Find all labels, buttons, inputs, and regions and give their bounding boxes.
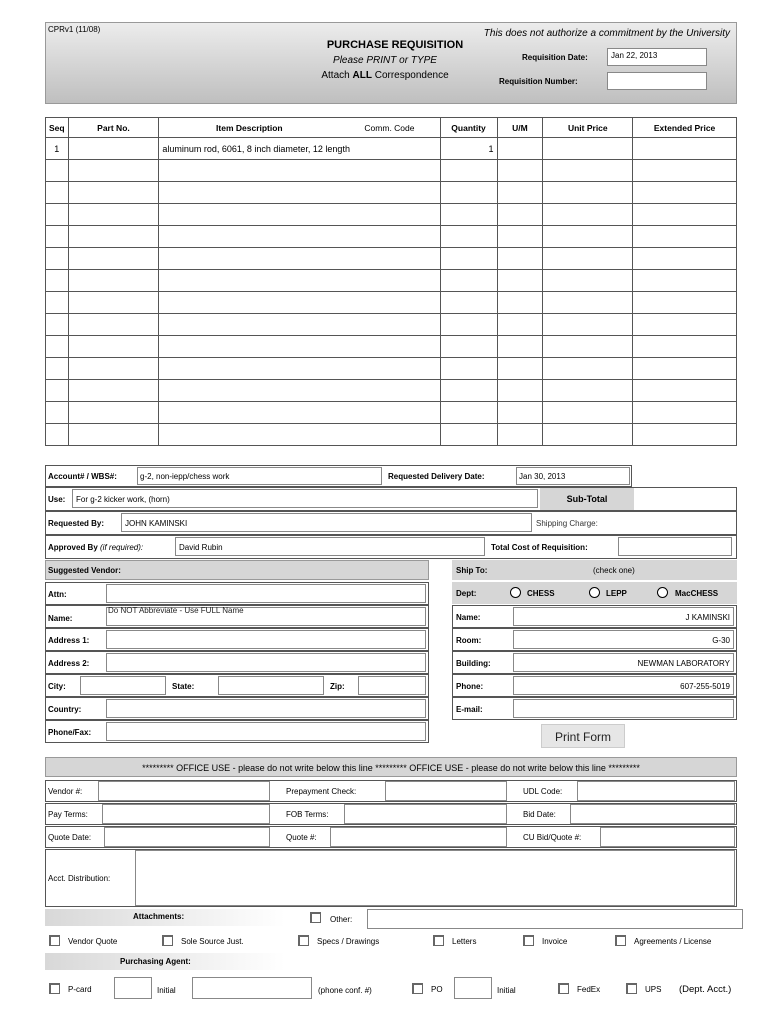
attach-note: Attach ALL Correspondence xyxy=(321,70,449,81)
vendor-zip-label: Zip: xyxy=(330,682,345,691)
vendor-phonefax-label: Phone/Fax: xyxy=(48,728,92,737)
quantity-cell[interactable] xyxy=(440,160,497,182)
description-cell[interactable] xyxy=(159,248,440,270)
other-label: Other: xyxy=(330,915,353,924)
unit-price-cell[interactable] xyxy=(543,424,633,446)
vendor-address1-field[interactable] xyxy=(106,630,426,649)
part-cell[interactable] xyxy=(68,138,159,160)
acct-distribution-field[interactable] xyxy=(135,850,735,906)
ship-room-value: G-30 xyxy=(712,636,730,645)
cu-bid-field[interactable] xyxy=(600,827,735,847)
part-cell[interactable] xyxy=(68,160,159,182)
udl-label: UDL Code: xyxy=(523,787,563,796)
ship-email-field[interactable] xyxy=(513,699,734,718)
extended-price-cell[interactable] xyxy=(633,204,737,226)
quantity-cell[interactable] xyxy=(440,248,497,270)
fob-label: FOB Terms: xyxy=(286,810,329,819)
unit-price-cell[interactable] xyxy=(543,182,633,204)
description-cell[interactable] xyxy=(159,336,440,358)
vendor-phonefax-field[interactable] xyxy=(106,722,426,741)
ship-name-value: J KAMINSKI xyxy=(685,613,730,622)
vendor-no-field[interactable] xyxy=(98,781,270,801)
quantity-cell[interactable] xyxy=(440,182,497,204)
prepayment-label: Prepayment Check: xyxy=(286,787,357,796)
sole-source-checkbox[interactable] xyxy=(162,935,173,946)
sole-source-label: Sole Source Just. xyxy=(181,937,244,946)
delivery-field[interactable] xyxy=(516,467,630,485)
quote-date-label: Quote Date: xyxy=(48,833,92,842)
extended-price-cell[interactable] xyxy=(633,358,737,380)
extended-price-cell[interactable] xyxy=(633,160,737,182)
ship-room-label: Room: xyxy=(456,636,482,645)
agreements-label: Agreements / License xyxy=(634,937,712,946)
seq-cell[interactable] xyxy=(46,270,69,292)
part-cell[interactable] xyxy=(68,292,159,314)
ship-dept-label: Dept: xyxy=(456,589,477,598)
bid-date-label: Bid Date: xyxy=(523,810,556,819)
unit-price-cell[interactable] xyxy=(543,336,633,358)
unit-price-cell[interactable] xyxy=(543,358,633,380)
unit-price-cell[interactable] xyxy=(543,160,633,182)
form-subtitle: Please PRINT or TYPE xyxy=(333,55,437,66)
radio-macchess[interactable] xyxy=(657,587,668,598)
table-row xyxy=(46,314,737,336)
col-um: U/M xyxy=(497,118,543,138)
um-cell[interactable] xyxy=(497,248,543,270)
approved-label: Approved By (if required): xyxy=(48,543,144,552)
col-comm-code: Comm. Code xyxy=(339,118,440,138)
pcard-checkbox[interactable] xyxy=(49,983,60,994)
seq-cell[interactable] xyxy=(46,380,69,402)
req-number-label: Requisition Number: xyxy=(499,77,578,86)
seq-cell[interactable] xyxy=(46,182,69,204)
letters-label: Letters xyxy=(452,937,477,946)
quantity-cell[interactable] xyxy=(440,336,497,358)
quantity-cell[interactable] xyxy=(440,424,497,446)
cu-bid-label: CU Bid/Quote #: xyxy=(523,833,582,842)
specs-checkbox[interactable] xyxy=(298,935,309,946)
form-title: PURCHASE REQUISITION xyxy=(326,39,464,51)
quantity-cell[interactable] xyxy=(440,358,497,380)
ship-building-label: Building: xyxy=(456,659,491,668)
extended-price-cell[interactable] xyxy=(633,314,737,336)
radio-lepp[interactable] xyxy=(589,587,600,598)
col-quantity: Quantity xyxy=(440,118,497,138)
part-cell[interactable] xyxy=(68,226,159,248)
radio-macchess-label: MacCHESS xyxy=(675,589,719,598)
part-cell[interactable] xyxy=(68,424,159,446)
ship-email-label: E-mail: xyxy=(456,705,483,714)
extended-price-cell[interactable] xyxy=(633,138,737,160)
table-row xyxy=(46,226,737,248)
unit-price-cell[interactable] xyxy=(543,314,633,336)
ship-building-value: NEWMAN LABORATORY xyxy=(637,659,730,668)
um-cell[interactable] xyxy=(497,292,543,314)
vendor-no-label: Vendor #: xyxy=(48,787,83,796)
account-value: g-2, non-iepp/chess work xyxy=(140,472,230,481)
initial2-label: Initial xyxy=(497,986,516,995)
use-value: For g-2 kicker work, (horn) xyxy=(76,495,170,504)
delivery-value[interactable]: Jan 30, 2013 xyxy=(519,472,566,481)
delivery-label: Requested Delivery Date: xyxy=(388,472,485,481)
table-row xyxy=(46,182,737,204)
quantity-cell[interactable] xyxy=(440,402,497,424)
table-row xyxy=(46,424,737,446)
ship-phone-label: Phone: xyxy=(456,682,484,691)
print-form-button[interactable]: Print Form xyxy=(541,724,625,748)
description-cell[interactable] xyxy=(159,402,440,424)
table-row xyxy=(46,336,737,358)
invoice-checkbox[interactable] xyxy=(523,935,534,946)
fedex-label: FedEx xyxy=(577,985,601,994)
po-label: PO xyxy=(431,985,443,994)
udl-field[interactable] xyxy=(577,781,735,801)
quantity-cell[interactable] xyxy=(440,204,497,226)
part-cell[interactable] xyxy=(68,336,159,358)
col-extended-price: Extended Price xyxy=(633,118,737,138)
description-cell[interactable] xyxy=(159,204,440,226)
seq-cell[interactable] xyxy=(46,402,69,424)
col-item-description: Item Description xyxy=(159,118,340,138)
items-header-row xyxy=(46,118,737,138)
form-version: CPRv1 (11/08) xyxy=(48,25,101,34)
pcard-field[interactable] xyxy=(114,977,152,999)
pay-terms-label: Pay Terms: xyxy=(48,810,88,819)
unit-price-cell[interactable] xyxy=(543,380,633,402)
shipping-label: Shipping Charge: xyxy=(536,519,598,528)
letters-checkbox[interactable] xyxy=(433,935,444,946)
description-cell[interactable] xyxy=(159,160,440,182)
req-date-field[interactable]: Jan 22, 2013 xyxy=(607,48,707,66)
quote-no-label: Quote #: xyxy=(286,833,317,842)
initial1-label: Initial xyxy=(157,986,176,995)
seq-cell[interactable] xyxy=(46,292,69,314)
ship-check-note: (check one) xyxy=(593,566,635,575)
col-part-no: Part No. xyxy=(68,118,159,138)
part-cell[interactable] xyxy=(68,204,159,226)
subtotal-label: Sub-Total xyxy=(540,488,634,510)
radio-lepp-label: LEPP xyxy=(606,589,627,598)
um-cell[interactable] xyxy=(497,424,543,446)
req-date-label: Requisition Date: xyxy=(522,53,588,62)
invoice-label: Invoice xyxy=(542,937,568,946)
pcard-label: P-card xyxy=(68,985,92,994)
disclaimer: This does not authorize a commitment by the University xyxy=(483,28,730,39)
items-table xyxy=(45,117,737,446)
extended-price-cell[interactable] xyxy=(633,424,737,446)
extended-price-cell[interactable] xyxy=(633,248,737,270)
vendor-name-label: Name: xyxy=(48,614,73,623)
description-cell[interactable] xyxy=(159,314,440,336)
um-cell[interactable] xyxy=(497,226,543,248)
ship-title: Ship To: xyxy=(456,566,488,575)
table-row xyxy=(46,138,737,160)
seq-cell[interactable]: 1 xyxy=(46,138,69,160)
quote-date-field[interactable] xyxy=(104,827,270,847)
quantity-cell[interactable] xyxy=(440,314,497,336)
part-cell[interactable] xyxy=(68,248,159,270)
seq-cell[interactable] xyxy=(46,314,69,336)
part-cell[interactable] xyxy=(68,380,159,402)
vendor-country-field[interactable] xyxy=(106,699,426,718)
po-field[interactable] xyxy=(454,977,492,999)
vendor-attn-label: Attn: xyxy=(48,590,67,599)
vendor-attn-field[interactable] xyxy=(106,584,426,603)
table-row xyxy=(46,248,737,270)
table-row xyxy=(46,380,737,402)
seq-cell[interactable] xyxy=(46,248,69,270)
um-cell[interactable] xyxy=(497,314,543,336)
acct-distribution-label: Acct. Distribution: xyxy=(48,874,111,883)
table-row xyxy=(46,270,737,292)
seq-cell[interactable] xyxy=(46,358,69,380)
extended-price-cell[interactable] xyxy=(633,270,737,292)
seq-cell[interactable] xyxy=(46,226,69,248)
extended-price-cell[interactable] xyxy=(633,380,737,402)
part-cell[interactable] xyxy=(68,402,159,424)
fedex-checkbox[interactable] xyxy=(558,983,569,994)
unit-price-cell[interactable] xyxy=(543,402,633,424)
ups-label: UPS xyxy=(645,985,662,994)
table-row xyxy=(46,402,737,424)
um-cell[interactable] xyxy=(497,402,543,424)
part-cell[interactable] xyxy=(68,270,159,292)
phone-conf-field[interactable] xyxy=(192,977,312,999)
description-cell[interactable] xyxy=(159,292,440,314)
um-cell[interactable] xyxy=(497,336,543,358)
bid-date-field[interactable] xyxy=(570,804,735,824)
other-checkbox[interactable] xyxy=(310,912,321,923)
vendor-name-hint: Do NOT Abbreviate - Use FULL Name xyxy=(108,606,244,615)
unit-price-cell[interactable] xyxy=(543,138,633,160)
part-cell[interactable] xyxy=(68,358,159,380)
quantity-cell[interactable]: 1 xyxy=(440,138,497,160)
description-cell[interactable] xyxy=(159,270,440,292)
vendor-address1-label: Address 1: xyxy=(48,636,90,645)
req-number-field[interactable] xyxy=(607,72,707,90)
unit-price-cell[interactable] xyxy=(543,270,633,292)
specs-label: Specs / Drawings xyxy=(317,937,380,946)
vendor-quote-label: Vendor Quote xyxy=(68,937,118,946)
table-row xyxy=(46,292,737,314)
extended-price-cell[interactable] xyxy=(633,292,737,314)
col-seq: Seq xyxy=(46,118,69,138)
account-label: Account# / WBS#: xyxy=(48,472,117,481)
agreements-checkbox[interactable] xyxy=(615,935,626,946)
dept-acct-label: (Dept. Acct.) xyxy=(679,984,732,995)
col-unit-price: Unit Price xyxy=(543,118,633,138)
seq-cell[interactable] xyxy=(46,204,69,226)
table-row xyxy=(46,204,737,226)
um-cell[interactable] xyxy=(497,160,543,182)
unit-price-cell[interactable] xyxy=(543,226,633,248)
vendor-city-label: City: xyxy=(48,682,66,691)
um-cell[interactable] xyxy=(497,358,543,380)
pay-terms-field[interactable] xyxy=(102,804,270,824)
radio-chess[interactable] xyxy=(510,587,521,598)
extended-price-cell[interactable] xyxy=(633,336,737,358)
phone-conf-label: (phone conf. #) xyxy=(318,986,372,995)
requested-label: Requested By: xyxy=(48,519,105,528)
um-cell[interactable] xyxy=(497,182,543,204)
requested-value: JOHN KAMINSKI xyxy=(125,519,188,528)
part-cell[interactable] xyxy=(68,182,159,204)
other-field[interactable] xyxy=(367,909,743,929)
quote-no-field[interactable] xyxy=(330,827,507,847)
description-cell[interactable] xyxy=(159,358,440,380)
extended-price-cell[interactable] xyxy=(633,226,737,248)
description-cell[interactable]: aluminum rod, 6061, 8 inch diameter, 12 length xyxy=(159,138,440,160)
vendor-address2-label: Address 2: xyxy=(48,659,90,668)
total-field[interactable] xyxy=(618,537,732,556)
vendor-country-label: Country: xyxy=(48,705,82,714)
unit-price-cell[interactable] xyxy=(543,292,633,314)
quantity-cell[interactable] xyxy=(440,292,497,314)
extended-price-cell[interactable] xyxy=(633,182,737,204)
fob-field[interactable] xyxy=(344,804,507,824)
description-cell[interactable] xyxy=(159,226,440,248)
vendor-state-field[interactable] xyxy=(218,676,324,695)
um-cell[interactable] xyxy=(497,380,543,402)
seq-cell[interactable] xyxy=(46,424,69,446)
um-cell[interactable] xyxy=(497,270,543,292)
vendor-city-field[interactable] xyxy=(80,676,166,695)
seq-cell[interactable] xyxy=(46,336,69,358)
attachments-title: Attachments: xyxy=(133,912,185,921)
ship-phone-value: 607-255-5019 xyxy=(680,682,730,691)
agent-title: Purchasing Agent: xyxy=(120,957,191,966)
po-checkbox[interactable] xyxy=(412,983,423,994)
ship-name-label: Name: xyxy=(456,613,481,622)
quantity-cell[interactable] xyxy=(440,380,497,402)
description-cell[interactable] xyxy=(159,380,440,402)
vendor-quote-checkbox[interactable] xyxy=(49,935,60,946)
quantity-cell[interactable] xyxy=(440,226,497,248)
description-cell[interactable] xyxy=(159,182,440,204)
office-use-banner: ********* OFFICE USE - please do not write below this line ********* OFFICE USE - please do not write below this line ********* xyxy=(45,757,737,777)
unit-price-cell[interactable] xyxy=(543,248,633,270)
vendor-address2-field[interactable] xyxy=(106,653,426,672)
prepayment-field[interactable] xyxy=(385,781,507,801)
use-label: Use: xyxy=(48,495,66,504)
unit-price-cell[interactable] xyxy=(543,204,633,226)
ups-checkbox[interactable] xyxy=(626,983,637,994)
radio-chess-label: CHESS xyxy=(527,589,555,598)
vendor-state-label: State: xyxy=(172,682,195,691)
seq-cell[interactable] xyxy=(46,160,69,182)
table-row xyxy=(46,160,737,182)
quantity-cell[interactable] xyxy=(440,270,497,292)
um-cell[interactable] xyxy=(497,204,543,226)
approved-value: David Rubin xyxy=(179,543,223,552)
total-label: Total Cost of Requisition: xyxy=(491,543,588,552)
table-row xyxy=(46,358,737,380)
um-cell[interactable] xyxy=(497,138,543,160)
vendor-title: Suggested Vendor: xyxy=(48,566,121,575)
vendor-zip-field[interactable] xyxy=(358,676,426,695)
part-cell[interactable] xyxy=(68,314,159,336)
description-cell[interactable] xyxy=(159,424,440,446)
extended-price-cell[interactable] xyxy=(633,402,737,424)
